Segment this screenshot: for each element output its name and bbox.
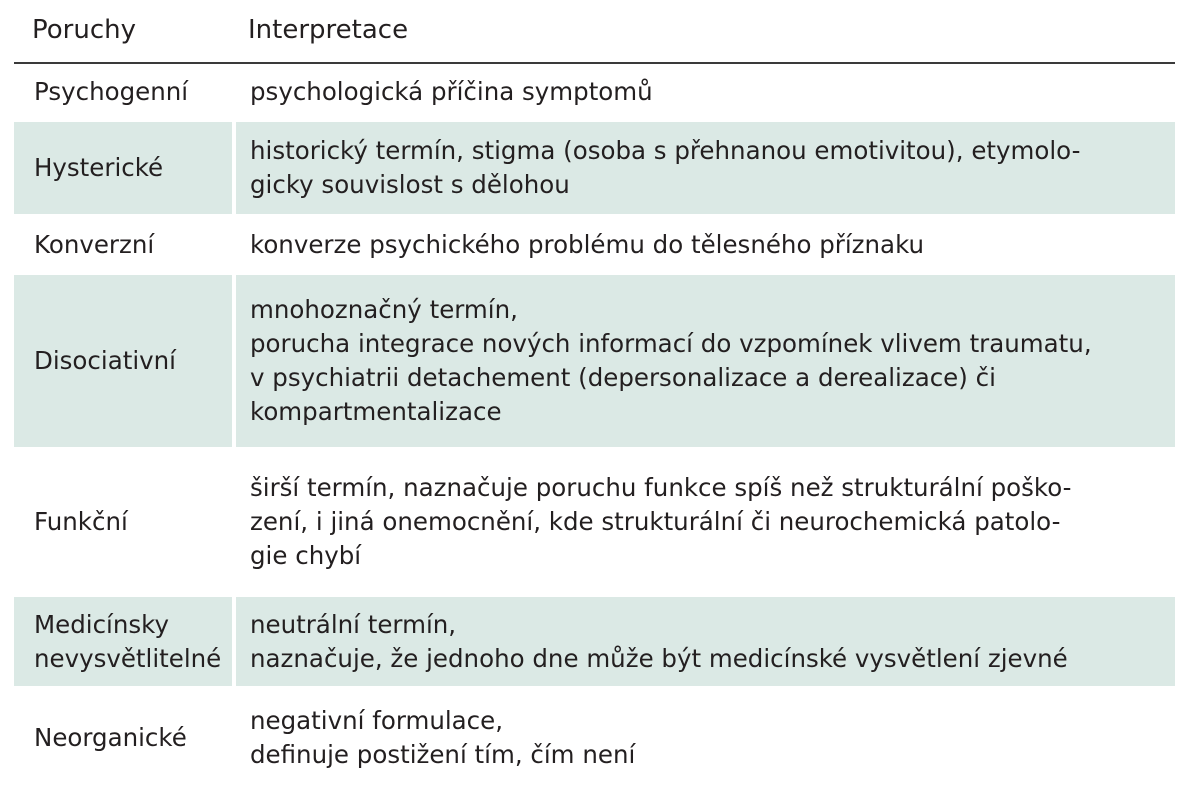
term-text: Funkční — [34, 507, 128, 536]
interpretation-text: historický termín, stigma (osoba s přehnanou emotivitou), etymolo- — [250, 136, 1081, 165]
interpretation-text: gie chybí — [250, 541, 362, 570]
term-text: Neorganické — [34, 723, 187, 752]
interpretation-cell — [236, 67, 1175, 116]
interpretation-text: zení, i jiná onemocnění, kde strukturální či neurochemická patolo- — [250, 507, 1061, 536]
term-text: Psychogenní — [34, 76, 189, 106]
interpretation-text: v psychiatrii detachement (depersonalizace a derealizace) či — [250, 363, 996, 392]
interpretation-text: širší termín, naznačuje poruchu funkce spíš než strukturální poško- — [250, 473, 1072, 502]
interpretation-text: gicky souvislost s dělohou — [250, 170, 570, 199]
interpretation-text: porucha integrace nových informací do vzpomínek vlivem traumatu, — [250, 329, 1092, 358]
interpretation-cell — [236, 275, 1175, 447]
term-text: Disociativní — [34, 346, 176, 375]
interpretation-text: negativní formulace, — [250, 706, 504, 735]
interpretation-text: kompartmentalizace — [250, 397, 502, 426]
interpretation-cell — [236, 453, 1175, 591]
interpretation-text: konverze psychického problému do tělesného příznaku — [250, 229, 925, 259]
interpretation-text: neutrální termín, — [250, 609, 457, 639]
interpretation-cell — [236, 692, 1175, 784]
table-row — [14, 689, 1175, 787]
interpretation-text: psychologická příčina symptomů — [250, 76, 653, 106]
term-cell — [14, 275, 232, 447]
term-text: Hysterické — [34, 153, 164, 182]
term-text: Konverzní — [34, 229, 155, 259]
term-text: Medicínsky — [34, 609, 169, 639]
term-cell — [14, 453, 232, 591]
interpretation-cell — [236, 597, 1175, 686]
interpretation-text: naznačuje, že jednoho dne může být medicínské vysvětlení zjevné — [250, 643, 1068, 673]
disorder-terminology-table — [14, 0, 1175, 787]
interpretation-text: mnohoznačný termín, — [250, 295, 518, 324]
table-row — [14, 450, 1175, 594]
term-text: nevysvětlitelné — [34, 643, 222, 673]
column-header-disorders: Poruchy — [32, 15, 136, 45]
column-header-interpretation: Interpretace — [248, 15, 409, 45]
term-cell — [14, 597, 232, 686]
term-cell — [14, 692, 232, 784]
term-cell — [14, 122, 232, 214]
table-row — [14, 217, 1175, 272]
term-cell — [14, 220, 232, 269]
interpretation-cell — [236, 122, 1175, 214]
interpretation-cell — [236, 220, 1175, 269]
table-row — [14, 272, 1175, 450]
table-row — [14, 594, 1175, 689]
interpretation-text: definuje postižení tím, čím není — [250, 740, 636, 769]
table-row — [14, 64, 1175, 119]
table-header — [14, 0, 1175, 64]
term-cell — [14, 67, 232, 116]
table-row — [14, 119, 1175, 217]
